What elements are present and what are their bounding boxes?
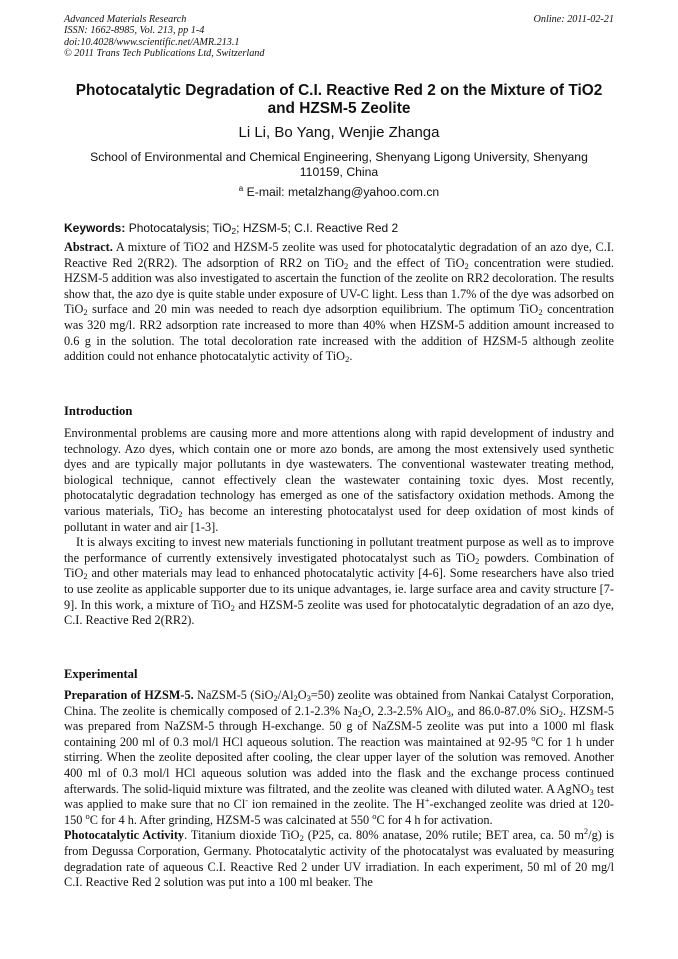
preparation-paragraph [64, 688, 614, 828]
introduction-body [64, 426, 614, 629]
subscript: 3 [306, 693, 311, 703]
paragraph-text: O [297, 688, 307, 702]
abstract-text: A mixture of TiO2 and HZSM-5 zeolite was used for photocatalytic degradation of an azo dye, C.I. Reactive Red 2(RR2). The adsorption of RR2 on TiO [64, 240, 614, 270]
preparation-label: Preparation of HZSM-5. [64, 688, 194, 702]
photocatalytic-label: Photocatalytic Activity [64, 828, 185, 843]
online-date: Online: 2011-02-21 [533, 14, 614, 25]
abstract-text: . [349, 349, 353, 364]
superscript: o [85, 810, 90, 821]
subscript: 2 [178, 508, 183, 519]
paragraph-text: , and 86.0-87.0% SiO [450, 703, 559, 718]
subscript: 2 [230, 602, 235, 613]
abstract-text: surface and 20 min was needed to reach dye adsorption equilibrium. The optimum TiO [87, 302, 539, 317]
subscript: 2 [475, 555, 480, 566]
paragraph-text: C for 4 h. After grinding, HZSM-5 was calcinated at 550 [89, 812, 373, 827]
paragraph-text: ion remained in the zeolite. The H [248, 797, 425, 812]
abstract [64, 240, 614, 365]
journal-name: Advanced Materials Research [64, 14, 187, 25]
paragraph-text: -exchanged zeolite was dried at 120-150 [64, 797, 614, 827]
paragraph-text: . HZSM-5 was prepared from NaZSM-5 through H-exchange. 50 g of NaZSM-5 zeolite was put into a 1000 ml flask containing 200 ml of 0.3 mol/l HCl aqueous solution. The reaction was maintained at 92-95 [64, 703, 614, 749]
abstract-text: and the effect of TiO [348, 255, 465, 270]
authors: Li Li, Bo Yang, Wenjie Zhanga [238, 124, 440, 141]
paragraph-text: It is always exciting to invest new materials functioning in pollutant treatment purpose as well as to improve the performance of currently extensively investigated photocatalyst such as TiO [64, 535, 614, 565]
intro-paragraph-1 [64, 426, 614, 535]
subscript: 2 [344, 260, 349, 271]
subscript: 2 [558, 708, 563, 719]
paragraph-text: has become an interesting photocatalyst used for deep oxidation of most kinds of pollutant in water and air [1-3]. [64, 503, 614, 534]
email-superscript: a [238, 183, 244, 193]
author-email [64, 185, 614, 199]
superscript: 2 [583, 826, 589, 837]
paragraph-text: O, 2.3-2.5% AlO [362, 703, 447, 718]
paragraph-text: and other materials may lead to enhanced photocatalytic activity [4-6]. Some researchers have also tried to use zeolite as applicable supporter due to its unique advantages, ie. large surface area and cavity structure [7-9]. In this work, a mixture of TiO [64, 566, 614, 612]
journal-header [64, 14, 614, 60]
subscript: 3 [589, 786, 594, 797]
abstract-text: concentration were studied. HZSM-5 addition was also investigated to ascertain the function of the zeolite on RR2 decoloration. The results show that, the azo dye is quite stable under exposure of UV-C light. Less than 1.7% of the dye was adsorbed on TiO [64, 255, 614, 317]
subscript: 2 [273, 693, 278, 703]
subscript: 2 [357, 708, 363, 719]
intro-paragraph-2 [64, 535, 614, 629]
introduction-heading: Introduction [64, 404, 133, 418]
title-line-2: and HZSM-5 Zeolite [267, 100, 411, 117]
journal-issn: ISSN: 1662-8985, Vol. 213, pp 1-4 [64, 25, 205, 37]
paragraph-text: /g) is from Degussa Corporation, Germany. Photocatalytic activity of the photocatalyst was evaluated by measuring degradation rate of aqueous C.I. Reactive Red 2 under UV irradiation. In each experiment, 50 ml of 20 mg/l C.I. Reactive Red 2 solution was put into a 100 ml beaker. The [64, 828, 615, 890]
subscript: 2 [83, 307, 88, 318]
superscript: - [245, 795, 249, 806]
keywords [64, 221, 614, 235]
abstract-label: Abstract. [64, 240, 113, 254]
abstract-text: concentration was 320 mg/l. RR2 adsorption rate increased to more than 40% when HZSM-5 addition amount increased to 0.6 g in the solution. The total decoloration rate increased with the addition of HZSM-5 although zeolite addition could not enhance photocatalytic activity of TiO [64, 302, 615, 364]
subscript: 2 [231, 226, 237, 236]
subscript: 2 [83, 571, 88, 582]
experimental-body [64, 688, 614, 891]
paragraph-text: and HZSM-5 zeolite was used for photocatalytic degradation of an azo dye, C.I. Reactive Red 2(RR2). [64, 597, 614, 628]
paragraph-text: . Titanium dioxide TiO [184, 828, 300, 843]
keyword-text: ; HZSM-5; C.I. Reactive Red 2 [236, 221, 399, 235]
superscript: o [372, 810, 377, 821]
subscript: 2 [538, 307, 543, 318]
paragraph-text: powders. Combination of TiO [64, 550, 615, 581]
affiliation: School of Environmental and Chemical Engineering, Shenyang Ligong University, Shenyang 110159, China [90, 150, 588, 180]
paragraph-text: NaZSM-5 (SiO [193, 688, 274, 702]
paragraph-text: C for 4 h for activation. [376, 812, 493, 827]
paragraph-text: C for 1 h under stirring. When the zeolite deposited after cooling, the clear upper layer of the solution was removed. Another 400 ml of 0.3 mol/l HCl aqueous solution was added into the flask and the exchange process continued afterwards. The solid-liquid mixture was filtrated, and the zeolite was cleaned with diluted water. A AgNO [64, 734, 614, 796]
paragraph-text: (P25, ca. 80% anatase, 20% rutile; BET area, ca. 50 m [303, 828, 584, 843]
email-text: E-mail: metalzhang@yahoo.com.cn [246, 185, 440, 199]
subscript: 2 [464, 260, 469, 271]
subscript: 3 [446, 708, 451, 719]
superscript: + [424, 795, 430, 806]
paper-title [64, 82, 614, 118]
journal-copyright: © 2011 Trans Tech Publications Ltd, Switzerland [64, 48, 265, 60]
keywords-label: Keywords: [64, 221, 126, 235]
experimental-heading: Experimental [64, 667, 138, 681]
title-line-1: Photocatalytic Degradation of C.I. Reactive Red 2 on the Mixture of TiO2 [75, 82, 603, 99]
keyword-text: Photocatalysis; TiO [128, 221, 232, 235]
subscript: 2 [293, 693, 298, 703]
journal-doi: doi:10.4028/www.scientific.net/AMR.213.1 [64, 36, 240, 48]
paragraph-text: test was applied to make sure that no Cl [64, 781, 614, 812]
subscript: 2 [299, 833, 304, 844]
photocatalytic-paragraph [64, 828, 614, 890]
paragraph-text: =50) zeolite was obtained from Nankai Catalyst Corporation, China. The zeolite is chemically composed of 2.1-2.3% Na [64, 688, 614, 718]
superscript: o [531, 732, 536, 743]
subscript: 2 [345, 354, 350, 365]
paragraph-text: /Al [277, 688, 294, 702]
paragraph-text: Environmental problems are causing more and more attentions along with rapid development of industry and technology. Azo dyes, which contain one or more azo bonds, are among the most extensively used synthetic dyes and are typically major pollutants in dye wastewaters. The conventional wastewater treating method, biological technique, cannot effectively clean the wastewater containing toxic dyes. Most recently, photocatalytic degradation technology has emerged as one of the satisfactory oxidation methods. Among the various materials, TiO [64, 426, 614, 518]
